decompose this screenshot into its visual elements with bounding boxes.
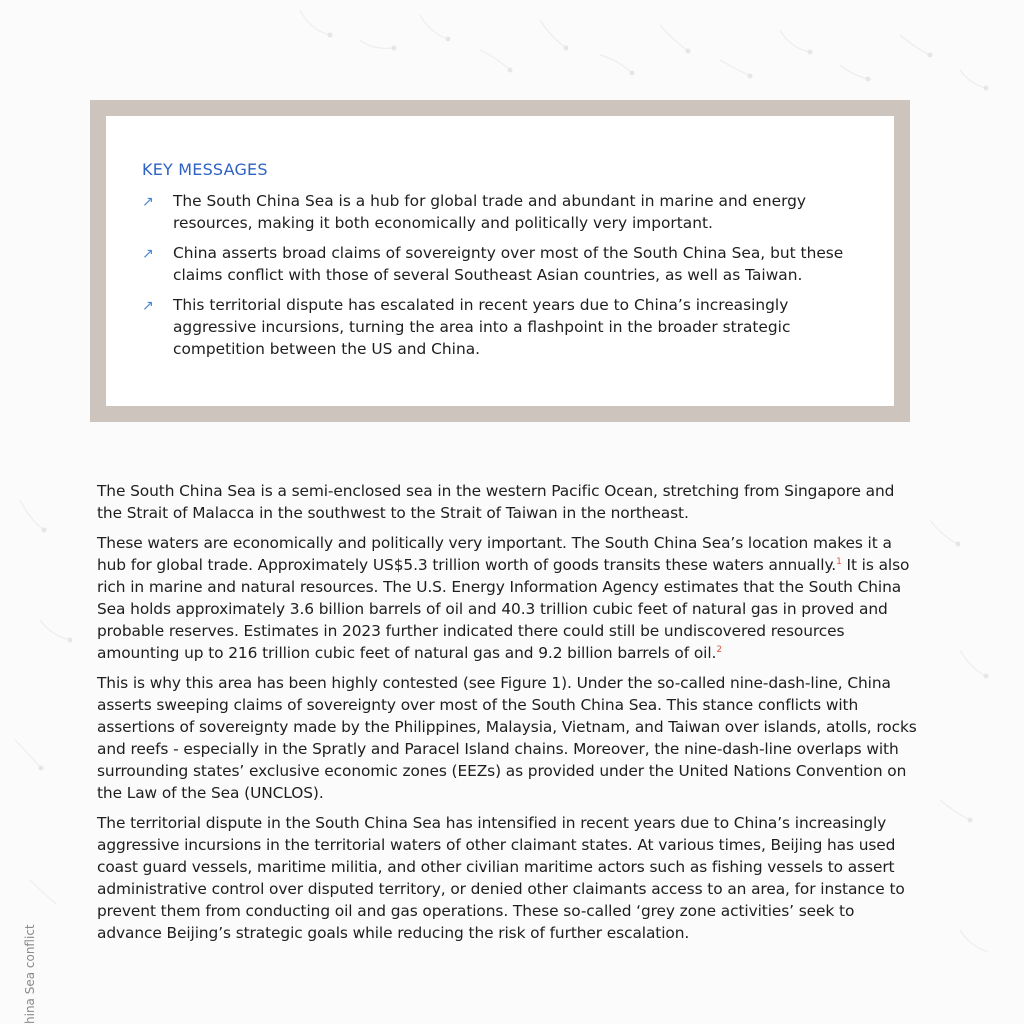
key-messages-box	[90, 100, 910, 422]
paragraph-importance-part-1: These waters are economically and politically very important. The South China Sea’s location makes it a hub for global trade. Approximately US$5.3 trillion worth of goods transits these waters annually.	[97, 534, 892, 574]
key-message-text: China asserts broad claims of sovereignty over most of the South China Sea, but these claims conflict with those of several Southeast Asian countries, as well as Taiwan.	[173, 244, 844, 284]
running-section-label: hina Sea conflict	[23, 924, 37, 1024]
key-messages-list	[142, 190, 864, 360]
key-messages-inner	[106, 116, 894, 406]
arrow-up-right-icon: ↗	[142, 194, 154, 210]
paragraph-dispute: The territorial dispute in the South China Sea has intensified in recent years due to China’s increasingly aggressive incursions in the territorial waters of other claimant states. At various times, Beijing has used coast guard vessels, maritime militia, and other civilian maritime actors such as fishing vessels to assert administrative control over disputed territory, or denied other claimants access to an area, for instance to prevent them from conducting oil and gas operations. These so-called ‘grey zone activities’ seek to advance Beijing’s strategic goals while reducing the risk of further escalation.	[97, 814, 905, 942]
key-message-item	[142, 242, 864, 286]
paragraph-contested: This is why this area has been highly contested (see Figure 1). Under the so-called nine-dash-line, China asserts sweeping claims of sovereignty over most of the South China Sea. This stance conflicts with assertions of sovereignty made by the Philippines, Malaysia, Vietnam, and Taiwan over islands, atolls, rocks and reefs - especially in the Spratly and Paracel Island chains. Moreover, the nine-dash-line overlaps with surrounding states’ exclusive economic zones (EEZs) as provided under the United Nations Convention on the Law of the Sea (UNCLOS).	[97, 674, 917, 802]
paragraph-intro: The South China Sea is a semi-enclosed sea in the western Pacific Ocean, stretching from Singapore and the Strait of Malacca in the southwest to the Strait of Taiwan in the northeast.	[97, 482, 895, 522]
key-message-item	[142, 294, 864, 360]
key-message-item	[142, 190, 864, 234]
arrow-up-right-icon: ↗	[142, 246, 154, 262]
paragraph-importance-part-2: It is also rich in marine and natural resources. The U.S. Energy Information Agency estimates that the South China Sea holds approximately 3.6 billion barrels of oil and 40.3 trillion cubic feet of natural gas in proved and probable reserves. Estimates in 2023 further indicated there could still be undiscovered resources amounting up to 216 trillion cubic feet of natural gas and 9.2 billion barrels of oil.	[97, 556, 910, 662]
paragraph-importance	[97, 532, 917, 664]
body-text	[97, 480, 917, 952]
footnote-ref-2[interactable]: 2	[716, 644, 722, 655]
footnote-ref-1[interactable]: 1	[836, 556, 842, 567]
key-message-text: The South China Sea is a hub for global trade and abundant in marine and energy resources, making it both economically and politically very important.	[173, 192, 807, 232]
arrow-up-right-icon: ↗	[142, 298, 154, 314]
key-messages-title: KEY MESSAGES	[142, 160, 268, 179]
key-message-text: This territorial dispute has escalated in recent years due to China’s increasingly aggressive incursions, turning the area into a flashpoint in the broader strategic competition between the US and China.	[173, 296, 791, 358]
